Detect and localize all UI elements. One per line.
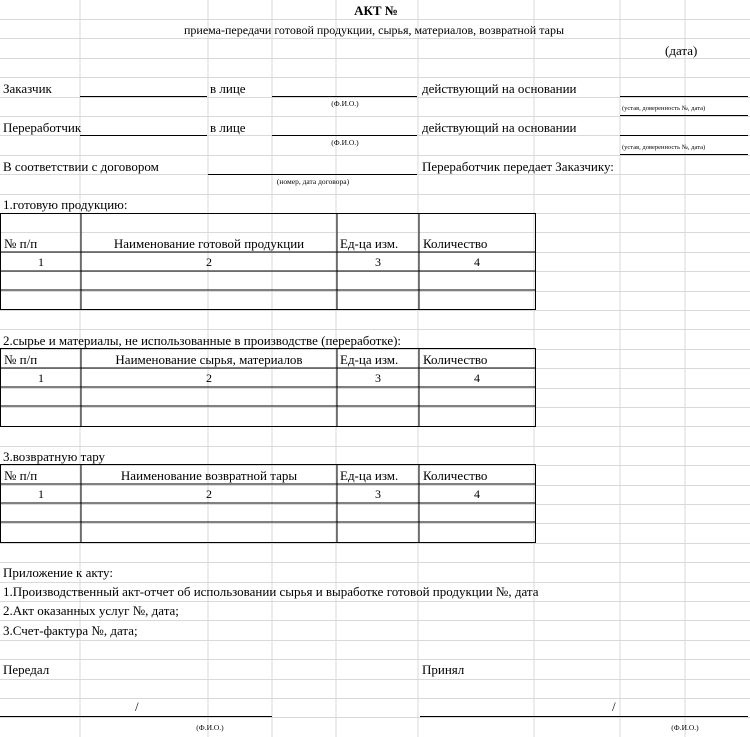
table-2-col-number-4: 4 bbox=[474, 371, 480, 385]
processor-fio-hint: (Ф.И.О.) bbox=[331, 138, 359, 147]
appendix-title: Приложение к акту: bbox=[3, 565, 113, 580]
gave-signature-line[interactable] bbox=[0, 716, 272, 717]
table-finished-products bbox=[0, 213, 536, 310]
processor-label: Переработчик bbox=[3, 120, 82, 135]
received-label: Принял bbox=[422, 662, 465, 677]
appendix-item-3: 3.Счет-фактура №, дата; bbox=[3, 623, 138, 638]
processor-name-line[interactable] bbox=[80, 135, 207, 136]
processor-basis-line-1[interactable] bbox=[620, 135, 748, 136]
table-2-col-number-3: 3 bbox=[375, 371, 381, 385]
section-3-title: 3.возвратную тару bbox=[3, 449, 106, 464]
table-2-header-quantity: Количество bbox=[423, 352, 488, 367]
table-3-col-number-1: 1 bbox=[38, 487, 44, 501]
table-raw-materials bbox=[0, 348, 536, 427]
section-2-title: 2.сырье и материалы, не использованные в производстве (переработке): bbox=[3, 333, 402, 348]
received-slash: / bbox=[612, 699, 616, 714]
table-returnable-containers bbox=[0, 464, 536, 543]
customer-fio-hint: (Ф.И.О.) bbox=[331, 99, 359, 108]
customer-label: Заказчик bbox=[3, 81, 52, 96]
appendix-item-1: 1.Производственный акт-отчет об использовании сырья и выработке готовой продукции №, дата bbox=[3, 584, 539, 599]
processor-basis-line-2[interactable] bbox=[620, 154, 748, 155]
document-subtitle: приема-передачи готовой продукции, сырья, материалов, возвратной тары bbox=[183, 23, 565, 37]
table-1-header-unit: Ед-ца изм. bbox=[340, 236, 399, 251]
table-3-header-unit: Ед-ца изм. bbox=[340, 468, 399, 483]
table-3-col-number-4: 4 bbox=[474, 487, 480, 501]
received-signature-line[interactable] bbox=[420, 716, 748, 717]
table-3-col-number-2: 2 bbox=[206, 487, 212, 501]
contract-label: В соответствии с договором bbox=[3, 159, 159, 174]
table-2-col-number-2: 2 bbox=[206, 371, 212, 385]
table-1-col-number-3: 3 bbox=[375, 255, 381, 269]
table-1-header-number: № п/п bbox=[4, 236, 38, 251]
processor-basis-hint: (устав, доверенность №, дата) bbox=[622, 144, 706, 151]
table-1-col-number-2: 2 bbox=[206, 255, 212, 269]
contract-line[interactable] bbox=[208, 174, 417, 175]
gave-label: Передал bbox=[3, 662, 50, 677]
table-1-header-name: Наименование готовой продукции bbox=[113, 236, 305, 251]
section-1-title: 1.готовую продукцию: bbox=[3, 197, 128, 212]
table-2-col-number-1: 1 bbox=[38, 371, 44, 385]
transfer-text: Переработчик передает Заказчику: bbox=[422, 159, 614, 174]
table-1-col-number-4: 4 bbox=[474, 255, 480, 269]
customer-acting-label: действующий на основании bbox=[422, 81, 577, 96]
table-3-header-quantity: Количество bbox=[423, 468, 488, 483]
table-2-header-unit: Ед-ца изм. bbox=[340, 352, 399, 367]
table-3-col-number-3: 3 bbox=[375, 487, 381, 501]
gave-slash: / bbox=[135, 699, 139, 714]
table-2-header-number: № п/п bbox=[4, 352, 38, 367]
processor-acting-label: действующий на основании bbox=[422, 120, 577, 135]
customer-fio-line[interactable] bbox=[272, 96, 417, 97]
table-1-header-quantity: Количество bbox=[423, 236, 488, 251]
date-label: (дата) bbox=[665, 43, 698, 58]
table-1-col-number-1: 1 bbox=[38, 255, 44, 269]
processor-fio-line[interactable] bbox=[272, 135, 417, 136]
table-3-header-name: Наименование возвратной тары bbox=[120, 468, 298, 483]
customer-basis-line-1[interactable] bbox=[620, 96, 748, 97]
received-fio-hint: (Ф.И.О.) bbox=[671, 723, 699, 732]
gave-fio-hint: (Ф.И.О.) bbox=[196, 723, 224, 732]
table-2-header-name: Наименование сырья, материалов bbox=[115, 352, 303, 367]
document-title: АКТ № bbox=[354, 3, 398, 18]
customer-in-person-label: в лице bbox=[210, 81, 246, 96]
appendix-item-2: 2.Акт оказанных услуг №, дата; bbox=[3, 603, 179, 618]
processor-in-person-label: в лице bbox=[210, 120, 246, 135]
contract-hint: (номер, дата договора) bbox=[276, 177, 350, 186]
customer-basis-line-2[interactable] bbox=[620, 115, 748, 116]
customer-basis-hint: (устав, доверенность №, дата) bbox=[622, 105, 706, 112]
table-3-header-number: № п/п bbox=[4, 468, 38, 483]
customer-name-line[interactable] bbox=[80, 96, 207, 97]
table-1-lines bbox=[1, 214, 535, 309]
